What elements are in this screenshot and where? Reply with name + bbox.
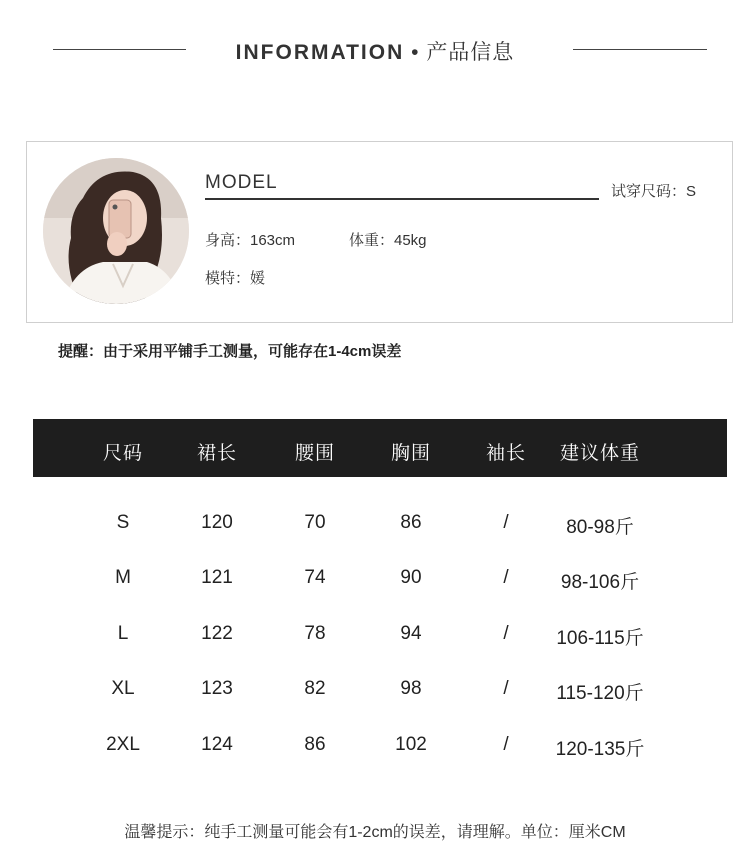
cell-weight: 98-106斤 [560,572,640,593]
cell-bust: 90 [400,567,422,588]
model-weight: 体重：45kg [349,232,427,249]
footer-note: 温馨提示：纯手工测量可能会有1-2cm的误差，请理解。单位：厘米CM [124,824,626,841]
model-height: 身高：163cm [205,232,296,249]
table-row [33,567,727,607]
size-table [33,419,727,760]
header-size: 尺码 [102,443,143,464]
cell-bust: 98 [400,678,422,699]
cell-sleeve: / [503,623,509,644]
model-heading: MODEL [205,172,278,193]
cell-length: 124 [201,734,233,755]
header-length: 裙长 [196,443,237,464]
table-row [33,512,727,552]
model-name: 模特：媛 [205,270,266,287]
cell-sleeve: / [503,512,509,533]
cell-size: 2XL [106,734,140,755]
measurement-note: 提醒：由于采用平铺手工测量，可能存在1-4cm误差 [58,343,402,360]
table-row [33,734,727,774]
page-title-en: INFORMATION [235,41,405,64]
cell-sleeve: / [503,734,509,755]
cell-bust: 94 [400,623,422,644]
cell-waist: 78 [304,623,326,644]
avatar [43,158,189,304]
header-weight: 建议体重 [559,443,640,464]
size-tried: 试穿尺码：S [611,183,697,200]
cell-waist: 70 [304,512,326,533]
header-waist: 腰围 [294,443,335,464]
page-title [0,36,750,66]
title-separator: • [411,41,420,64]
cell-waist: 82 [304,678,326,699]
cell-size: S [116,512,130,533]
cell-waist: 86 [304,734,326,755]
cell-sleeve: / [503,567,509,588]
model-photo-illustration [43,158,189,304]
cell-weight: 115-120斤 [556,683,644,704]
cell-size: XL [111,678,135,699]
cell-waist: 74 [304,567,326,588]
header-bust: 胸围 [390,443,431,464]
table-row [33,623,727,663]
cell-bust: 86 [400,512,422,533]
model-heading-rule [205,198,599,200]
cell-length: 122 [201,623,233,644]
header-sleeve: 袖长 [485,443,526,464]
cell-weight: 106-115斤 [556,628,644,649]
cell-sleeve: / [503,678,509,699]
page-title-cn: 产品信息 [426,41,515,64]
cell-length: 123 [201,678,233,699]
cell-weight: 80-98斤 [566,517,634,538]
cell-size: M [115,567,131,588]
cell-weight: 120-135斤 [555,739,645,760]
model-card [26,141,733,323]
table-header [33,419,727,477]
cell-length: 120 [201,512,233,533]
table-row [33,678,727,718]
cell-length: 121 [201,567,233,588]
cell-bust: 102 [395,734,427,755]
cell-size: L [117,623,129,644]
